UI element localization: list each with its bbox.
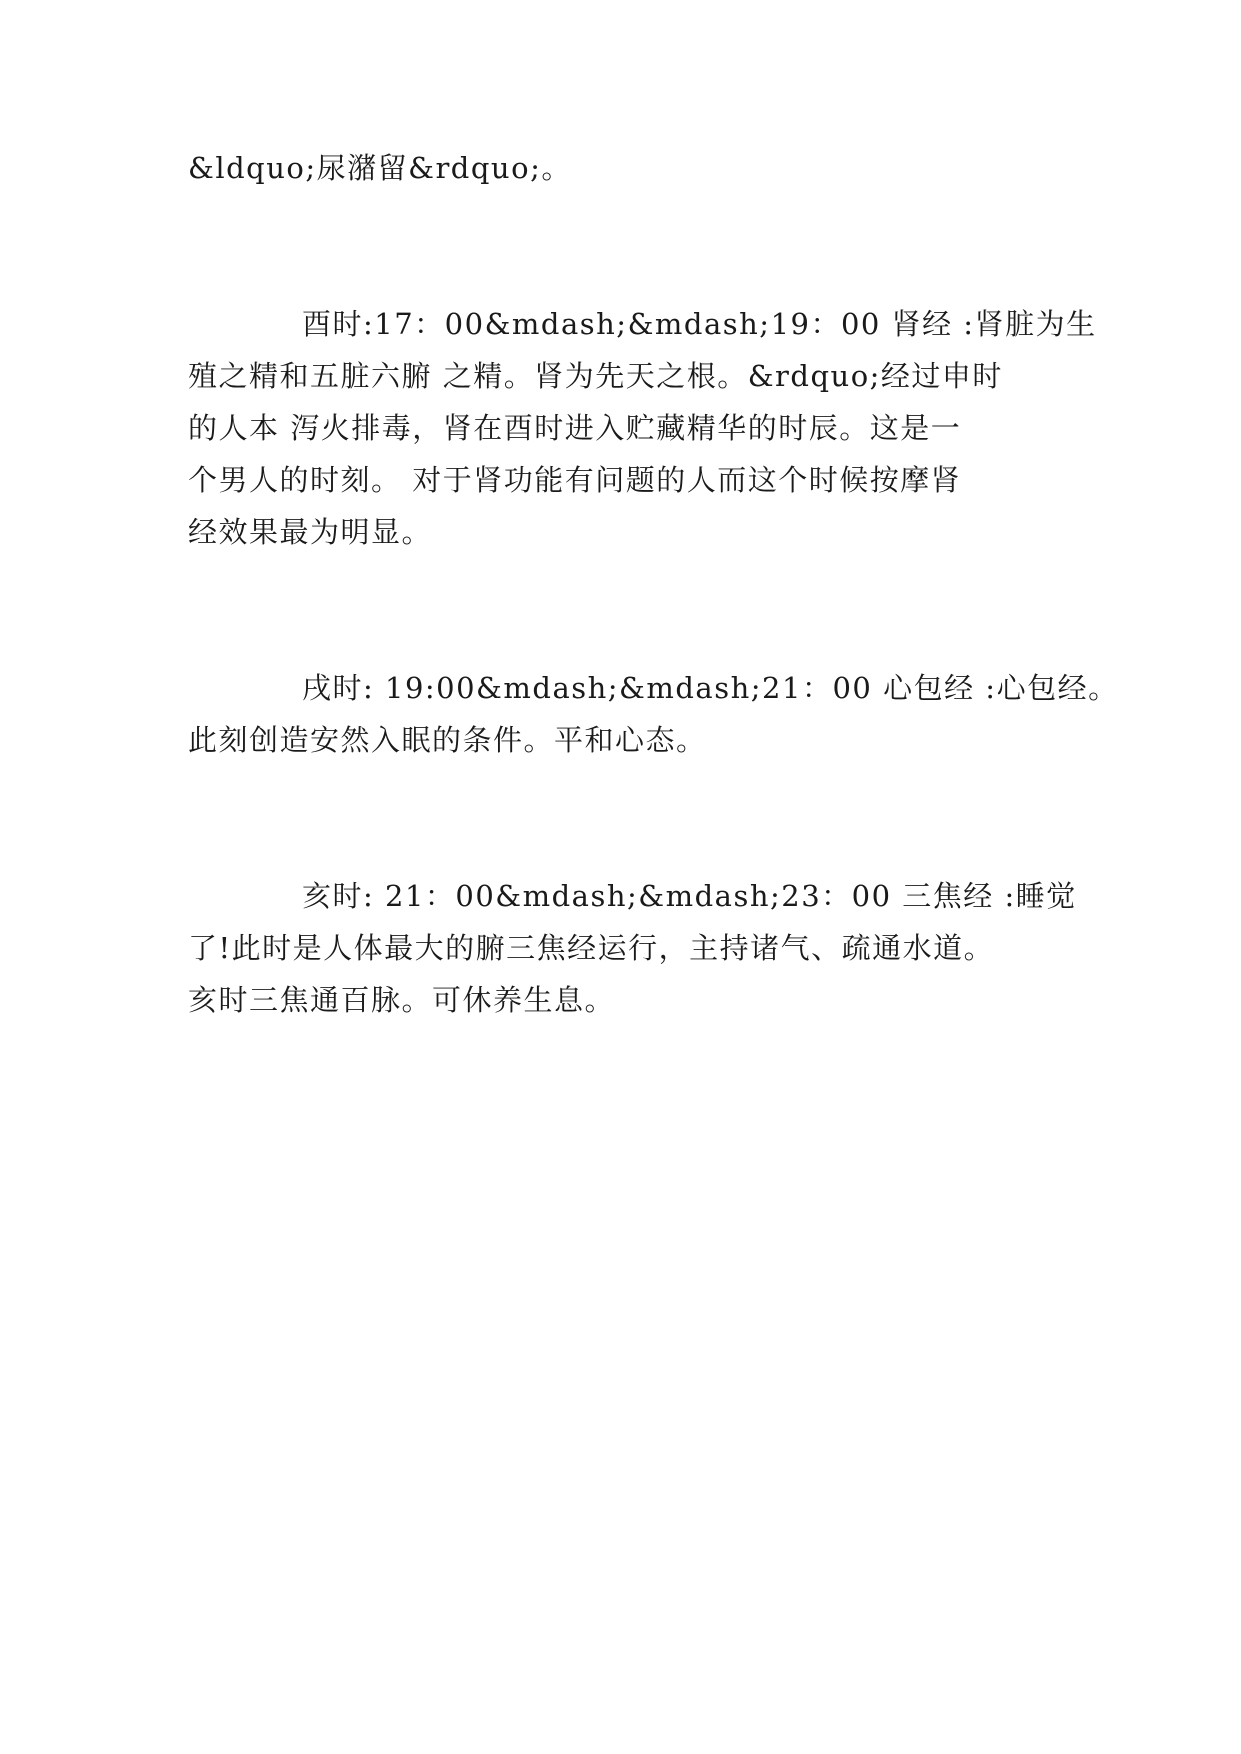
- paragraph-line: 戌时: 19:00&mdash;&mdash;21：00 心包经 :心包经。: [302, 671, 1119, 705]
- paragraph-line: 的人本 泻火排毒，肾在酉时进入贮藏精华的时辰。这是一: [188, 411, 962, 445]
- paragraph-line: 亥时: 21：00&mdash;&mdash;23：00 三焦经 :睡觉: [302, 879, 1077, 913]
- paragraph-line: 个男人的时刻。 对于肾功能有问题的人而这个时候按摩肾: [188, 463, 962, 497]
- paragraph-line: 亥时三焦通百脉。可休养生息。: [188, 983, 616, 1017]
- paragraph-line: 酉时:17：00&mdash;&mdash;19：00 肾经 :肾脏为生: [302, 307, 1097, 341]
- paragraph-line: 殖之精和五脏六腑 之精。肾为先天之根。&rdquo;经过申时: [188, 359, 1003, 393]
- fragment-line: &ldquo;尿潴留&rdquo;。: [188, 151, 572, 185]
- paragraph-line: 了!此时是人体最大的腑三焦经运行，主持诸气、疏通水道。: [188, 931, 995, 965]
- paragraph-line: 此刻创造安然入眠的条件。平和心态。: [188, 723, 707, 757]
- paragraph-line: 经效果最为明显。: [188, 515, 433, 549]
